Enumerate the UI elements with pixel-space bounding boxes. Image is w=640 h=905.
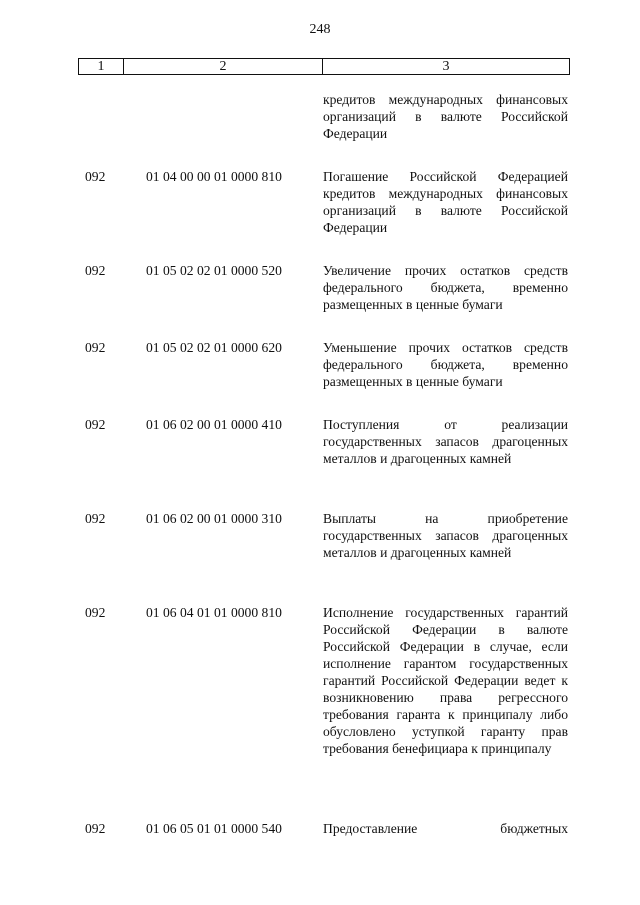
row-description: Поступления от реализации государственных запасов драгоценных металлов и драгоценных камней — [323, 417, 568, 466]
admin-code: 092 — [85, 821, 106, 836]
header-col-2: 2 — [124, 59, 323, 74]
admin-code: 092 — [85, 169, 106, 184]
page-number: 248 — [309, 22, 331, 37]
source-code: 01 04 00 00 01 0000 810 — [146, 169, 282, 184]
admin-code: 092 — [85, 340, 106, 355]
admin-code: 092 — [85, 605, 106, 620]
admin-code: 092 — [85, 417, 106, 432]
row-description: Исполнение государственных гарантий Российской Федерации в валюте Российской Федерации в случае, если исполнение гарантом государственных гарантий Российской Федерации ведет к возникновению права регрессного требования гаранта к принципалу либо обусловлено уступкой гаранту прав требования бенефициара к принципалу — [323, 605, 568, 756]
admin-code: 092 — [85, 263, 106, 278]
source-code: 01 06 05 01 01 0000 540 — [146, 821, 282, 836]
source-code: 01 05 02 02 01 0000 620 — [146, 340, 282, 355]
header-col-1: 1 — [79, 59, 124, 74]
source-code: 01 06 02 00 01 0000 410 — [146, 417, 282, 432]
header-col-3: 3 — [442, 59, 450, 74]
source-code: 01 06 04 01 01 0000 810 — [146, 605, 282, 620]
row-description: Уменьшение прочих остатков средств федерального бюджета, временно размещенных в ценные бумаги — [323, 340, 568, 389]
source-code: 01 05 02 02 01 0000 520 — [146, 263, 282, 278]
row-description: Погашение Российской Федерацией кредитов международных финансовых организаций в валюте Российской Федерации — [323, 169, 568, 235]
row-description: Предоставление бюджетных — [323, 821, 568, 836]
row-description: Увеличение прочих остатков средств федерального бюджета, временно размещенных в ценные бумаги — [323, 263, 568, 312]
source-code: 01 06 02 00 01 0000 310 — [146, 511, 282, 526]
table-header-row — [78, 58, 570, 75]
admin-code: 092 — [85, 511, 106, 526]
row-description: Выплаты на приобретение государственных запасов драгоценных металлов и драгоценных камней — [323, 511, 568, 560]
continued-description: кредитов международных финансовых организаций в валюте Российской Федерации — [323, 92, 568, 141]
